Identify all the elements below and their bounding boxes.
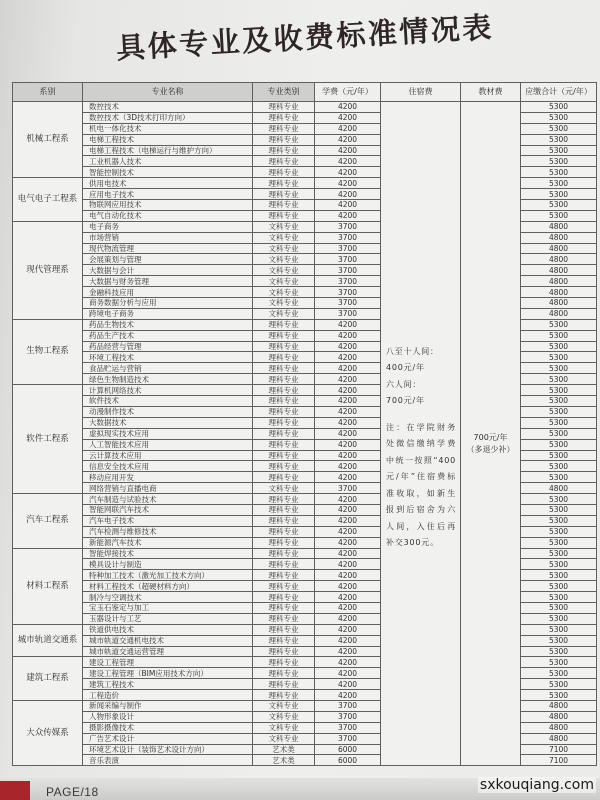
tuition-cell: 4200 bbox=[315, 570, 381, 581]
tuition-cell: 4200 bbox=[315, 581, 381, 592]
tuition-cell: 6000 bbox=[315, 744, 381, 755]
total-fee-cell: 5300 bbox=[521, 472, 597, 483]
tuition-cell: 4200 bbox=[315, 145, 381, 156]
major-category-cell: 文科专业 bbox=[253, 221, 315, 232]
header-textbook-fee: 教材费 bbox=[461, 83, 521, 102]
major-category-cell: 理科专业 bbox=[253, 450, 315, 461]
total-fee-cell: 7100 bbox=[521, 744, 597, 755]
department-cell: 机械工程系 bbox=[13, 102, 83, 178]
total-fee-cell: 5300 bbox=[521, 417, 597, 428]
tuition-cell: 4200 bbox=[315, 494, 381, 505]
major-name-cell: 汽车制造与试验技术 bbox=[83, 494, 253, 505]
tuition-cell: 4200 bbox=[315, 385, 381, 396]
major-category-cell: 理科专业 bbox=[253, 189, 315, 200]
total-fee-cell: 5300 bbox=[521, 178, 597, 189]
major-category-cell: 理科专业 bbox=[253, 515, 315, 526]
major-name-cell: 虚拟现实技术应用 bbox=[83, 428, 253, 439]
major-name-cell: 环境工程技术 bbox=[83, 352, 253, 363]
tuition-cell: 3700 bbox=[315, 232, 381, 243]
total-fee-cell: 4800 bbox=[521, 308, 597, 319]
tuition-cell: 4200 bbox=[315, 461, 381, 472]
total-fee-cell: 5300 bbox=[521, 548, 597, 559]
tuition-cell: 4200 bbox=[315, 679, 381, 690]
total-fee-cell: 5300 bbox=[521, 406, 597, 417]
major-category-cell: 理科专业 bbox=[253, 526, 315, 537]
textbook-fee-cell bbox=[461, 102, 521, 766]
tuition-cell: 6000 bbox=[315, 755, 381, 766]
table-header-row bbox=[13, 83, 597, 102]
tuition-cell: 4200 bbox=[315, 657, 381, 668]
major-name-cell: 药品生产技术 bbox=[83, 330, 253, 341]
total-fee-cell: 5300 bbox=[521, 494, 597, 505]
total-fee-cell: 7100 bbox=[521, 755, 597, 766]
total-fee-cell: 5300 bbox=[521, 341, 597, 352]
total-fee-cell: 4800 bbox=[521, 287, 597, 298]
major-name-cell: 计算机网络技术 bbox=[83, 385, 253, 396]
total-fee-cell: 5300 bbox=[521, 102, 597, 113]
major-category-cell: 理科专业 bbox=[253, 439, 315, 450]
major-category-cell: 理科专业 bbox=[253, 406, 315, 417]
major-category-cell: 文科专业 bbox=[253, 287, 315, 298]
major-category-cell: 理科专业 bbox=[253, 374, 315, 385]
major-category-cell: 艺术类 bbox=[253, 744, 315, 755]
major-category-cell: 理科专业 bbox=[253, 167, 315, 178]
total-fee-cell: 5300 bbox=[521, 428, 597, 439]
major-category-cell: 理科专业 bbox=[253, 613, 315, 624]
total-fee-cell: 4800 bbox=[521, 298, 597, 309]
major-name-cell: 新能源汽车技术 bbox=[83, 537, 253, 548]
major-name-cell: 电梯工程技术（电梯运行与维护方向） bbox=[83, 145, 253, 156]
total-fee-cell: 5300 bbox=[521, 112, 597, 123]
total-fee-cell: 5300 bbox=[521, 134, 597, 145]
tuition-cell: 4200 bbox=[315, 102, 381, 113]
total-fee-cell: 5300 bbox=[521, 396, 597, 407]
total-fee-cell: 4800 bbox=[521, 722, 597, 733]
tuition-cell: 4200 bbox=[315, 123, 381, 134]
major-category-cell: 文科专业 bbox=[253, 232, 315, 243]
major-name-cell: 云计算技术应用 bbox=[83, 450, 253, 461]
total-fee-cell: 4800 bbox=[521, 483, 597, 494]
total-fee-cell: 5300 bbox=[521, 690, 597, 701]
tuition-cell: 4200 bbox=[315, 417, 381, 428]
total-fee-cell: 5300 bbox=[521, 537, 597, 548]
major-category-cell: 文科专业 bbox=[253, 722, 315, 733]
major-name-cell: 金融科技应用 bbox=[83, 287, 253, 298]
total-fee-cell: 5300 bbox=[521, 167, 597, 178]
table-row bbox=[13, 102, 597, 113]
major-name-cell: 大数据技术 bbox=[83, 417, 253, 428]
major-category-cell: 文科专业 bbox=[253, 308, 315, 319]
major-name-cell: 大数据与会计 bbox=[83, 265, 253, 276]
major-name-cell: 城市轨道交通运营管理 bbox=[83, 646, 253, 657]
major-name-cell: 铁道供电技术 bbox=[83, 624, 253, 635]
major-name-cell: 绿色生物制造技术 bbox=[83, 374, 253, 385]
major-name-cell: 跨境电子商务 bbox=[83, 308, 253, 319]
tuition-cell: 4200 bbox=[315, 319, 381, 330]
site-watermark: sxkouqiang.com bbox=[479, 777, 594, 793]
department-cell: 汽车工程系 bbox=[13, 494, 83, 548]
total-fee-cell: 4800 bbox=[521, 243, 597, 254]
total-fee-cell: 5300 bbox=[521, 657, 597, 668]
major-name-cell: 动漫制作技术 bbox=[83, 406, 253, 417]
major-category-cell: 理科专业 bbox=[253, 461, 315, 472]
major-category-cell: 理科专业 bbox=[253, 602, 315, 613]
department-cell: 材料工程系 bbox=[13, 548, 83, 624]
major-name-cell: 现代物流管理 bbox=[83, 243, 253, 254]
major-category-cell: 文科专业 bbox=[253, 711, 315, 722]
total-fee-cell: 5300 bbox=[521, 210, 597, 221]
major-name-cell: 制冷与空调技术 bbox=[83, 592, 253, 603]
header-major-category: 专业类别 bbox=[253, 83, 315, 102]
tuition-cell: 3700 bbox=[315, 722, 381, 733]
major-category-cell: 理科专业 bbox=[253, 385, 315, 396]
tuition-cell: 3700 bbox=[315, 733, 381, 744]
tuition-cell: 4200 bbox=[315, 396, 381, 407]
page-number: PAGE/18 bbox=[46, 785, 99, 799]
major-category-cell: 理科专业 bbox=[253, 200, 315, 211]
accommodation-note: 注：在学院财务处微信缴纳学费中统一按照“400元/年”住宿费标准收取，如新生报到后宿舍为六人间，入住后再补交300元。 bbox=[386, 422, 456, 548]
major-category-cell: 理科专业 bbox=[253, 472, 315, 483]
textbook-fee-remark: （多退少补） bbox=[466, 444, 515, 454]
total-fee-cell: 5300 bbox=[521, 602, 597, 613]
major-name-cell: 玉器设计与工艺 bbox=[83, 613, 253, 624]
major-name-cell: 建设工程管理 bbox=[83, 657, 253, 668]
tuition-cell: 3700 bbox=[315, 221, 381, 232]
tuition-cell: 3700 bbox=[315, 254, 381, 265]
total-fee-cell: 4800 bbox=[521, 232, 597, 243]
major-category-cell: 理科专业 bbox=[253, 581, 315, 592]
header-department: 系别 bbox=[13, 83, 83, 102]
major-name-cell: 电气自动化技术 bbox=[83, 210, 253, 221]
major-category-cell: 理科专业 bbox=[253, 428, 315, 439]
major-category-cell: 理科专业 bbox=[253, 537, 315, 548]
tuition-cell: 3700 bbox=[315, 265, 381, 276]
major-name-cell: 摄影摄像技术 bbox=[83, 722, 253, 733]
major-name-cell: 食品贮运与营销 bbox=[83, 363, 253, 374]
major-name-cell: 软件技术 bbox=[83, 396, 253, 407]
total-fee-cell: 5300 bbox=[521, 450, 597, 461]
major-name-cell: 会展策划与管理 bbox=[83, 254, 253, 265]
tuition-cell: 4200 bbox=[315, 200, 381, 211]
major-category-cell: 理科专业 bbox=[253, 134, 315, 145]
major-name-cell: 数控技术（3D技术打印方向） bbox=[83, 112, 253, 123]
department-cell: 现代管理系 bbox=[13, 221, 83, 319]
total-fee-cell: 5300 bbox=[521, 526, 597, 537]
major-category-cell: 理科专业 bbox=[253, 319, 315, 330]
total-fee-cell: 5300 bbox=[521, 461, 597, 472]
major-category-cell: 理科专业 bbox=[253, 635, 315, 646]
major-name-cell: 电梯工程技术 bbox=[83, 134, 253, 145]
total-fee-cell: 5300 bbox=[521, 504, 597, 515]
fee-table bbox=[12, 82, 597, 766]
major-name-cell: 人物形象设计 bbox=[83, 711, 253, 722]
major-name-cell: 应用电子技术 bbox=[83, 189, 253, 200]
textbook-fee-amount: 700元/年 bbox=[473, 432, 508, 442]
major-name-cell: 汽车检测与维修技术 bbox=[83, 526, 253, 537]
major-category-cell: 理科专业 bbox=[253, 548, 315, 559]
tuition-cell: 4200 bbox=[315, 472, 381, 483]
major-category-cell: 文科专业 bbox=[253, 265, 315, 276]
tuition-cell: 4200 bbox=[315, 624, 381, 635]
tuition-cell: 4200 bbox=[315, 178, 381, 189]
total-fee-cell: 5300 bbox=[521, 592, 597, 603]
tuition-cell: 4200 bbox=[315, 526, 381, 537]
major-name-cell: 建设工程管理（BIM应用技术方向） bbox=[83, 668, 253, 679]
tuition-cell: 4200 bbox=[315, 537, 381, 548]
major-name-cell: 物联网应用技术 bbox=[83, 200, 253, 211]
total-fee-cell: 4800 bbox=[521, 276, 597, 287]
total-fee-cell: 4800 bbox=[521, 265, 597, 276]
major-name-cell: 药品生物技术 bbox=[83, 319, 253, 330]
tuition-cell: 4200 bbox=[315, 406, 381, 417]
major-name-cell: 环境艺术设计（装饰艺术设计方向） bbox=[83, 744, 253, 755]
total-fee-cell: 5300 bbox=[521, 363, 597, 374]
header-accommodation-fee: 住宿费 bbox=[381, 83, 461, 102]
major-name-cell: 智能控制技术 bbox=[83, 167, 253, 178]
major-category-cell: 文科专业 bbox=[253, 483, 315, 494]
tuition-cell: 4200 bbox=[315, 189, 381, 200]
header-total-fee: 应缴合计（元/年） bbox=[521, 83, 597, 102]
tuition-cell: 3700 bbox=[315, 711, 381, 722]
total-fee-cell: 4800 bbox=[521, 700, 597, 711]
major-name-cell: 工业机器人技术 bbox=[83, 156, 253, 167]
total-fee-cell: 5300 bbox=[521, 646, 597, 657]
fee-table-body bbox=[13, 102, 597, 766]
room-6-price: 700元/年 bbox=[386, 396, 425, 406]
major-name-cell: 工程造价 bbox=[83, 690, 253, 701]
major-category-cell: 文科专业 bbox=[253, 733, 315, 744]
major-category-cell: 理科专业 bbox=[253, 341, 315, 352]
major-category-cell: 理科专业 bbox=[253, 690, 315, 701]
total-fee-cell: 5300 bbox=[521, 624, 597, 635]
major-name-cell: 城市轨道交通机电技术 bbox=[83, 635, 253, 646]
total-fee-cell: 5300 bbox=[521, 581, 597, 592]
tuition-cell: 4200 bbox=[315, 690, 381, 701]
room-8-10-label: 八至十人间： bbox=[386, 346, 439, 356]
department-cell: 大众传媒系 bbox=[13, 700, 83, 765]
total-fee-cell: 5300 bbox=[521, 352, 597, 363]
major-name-cell: 网络营销与直播电商 bbox=[83, 483, 253, 494]
total-fee-cell: 5300 bbox=[521, 515, 597, 526]
tuition-cell: 3700 bbox=[315, 298, 381, 309]
major-category-cell: 理科专业 bbox=[253, 504, 315, 515]
tuition-cell: 4200 bbox=[315, 602, 381, 613]
tuition-cell: 4200 bbox=[315, 134, 381, 145]
header-tuition: 学费（元/年） bbox=[315, 83, 381, 102]
total-fee-cell: 4800 bbox=[521, 711, 597, 722]
total-fee-cell: 5300 bbox=[521, 200, 597, 211]
major-category-cell: 理科专业 bbox=[253, 145, 315, 156]
major-category-cell: 理科专业 bbox=[253, 570, 315, 581]
major-category-cell: 理科专业 bbox=[253, 123, 315, 134]
major-category-cell: 理科专业 bbox=[253, 679, 315, 690]
major-name-cell: 大数据与财务管理 bbox=[83, 276, 253, 287]
major-name-cell: 模具设计与制造 bbox=[83, 559, 253, 570]
total-fee-cell: 5300 bbox=[521, 385, 597, 396]
total-fee-cell: 4800 bbox=[521, 221, 597, 232]
major-category-cell: 理科专业 bbox=[253, 156, 315, 167]
total-fee-cell: 5300 bbox=[521, 635, 597, 646]
tuition-cell: 4200 bbox=[315, 374, 381, 385]
header-major-name: 专业名称 bbox=[83, 83, 253, 102]
major-name-cell: 人工智能技术应用 bbox=[83, 439, 253, 450]
major-name-cell: 移动应用开发 bbox=[83, 472, 253, 483]
total-fee-cell: 4800 bbox=[521, 733, 597, 744]
tuition-cell: 4200 bbox=[315, 548, 381, 559]
total-fee-cell: 5300 bbox=[521, 123, 597, 134]
major-name-cell: 商务数据分析与应用 bbox=[83, 298, 253, 309]
major-name-cell: 汽车电子技术 bbox=[83, 515, 253, 526]
tuition-cell: 4200 bbox=[315, 613, 381, 624]
room-8-10-price: 400元/年 bbox=[386, 363, 425, 373]
total-fee-cell: 5300 bbox=[521, 570, 597, 581]
tuition-cell: 4200 bbox=[315, 167, 381, 178]
major-category-cell: 文科专业 bbox=[253, 254, 315, 265]
total-fee-cell: 5300 bbox=[521, 145, 597, 156]
major-name-cell: 供用电技术 bbox=[83, 178, 253, 189]
major-name-cell: 电子商务 bbox=[83, 221, 253, 232]
total-fee-cell: 5300 bbox=[521, 679, 597, 690]
total-fee-cell: 5300 bbox=[521, 374, 597, 385]
department-cell: 电气电子工程系 bbox=[13, 178, 83, 222]
department-cell: 城市轨道交通系 bbox=[13, 624, 83, 657]
page-title: 具体专业及收费标准情况表 bbox=[115, 10, 495, 66]
major-category-cell: 文科专业 bbox=[253, 298, 315, 309]
tuition-cell: 4200 bbox=[315, 210, 381, 221]
major-category-cell: 理科专业 bbox=[253, 657, 315, 668]
tuition-cell: 4200 bbox=[315, 450, 381, 461]
major-category-cell: 理科专业 bbox=[253, 624, 315, 635]
major-category-cell: 理科专业 bbox=[253, 396, 315, 407]
major-category-cell: 理科专业 bbox=[253, 352, 315, 363]
major-category-cell: 理科专业 bbox=[253, 417, 315, 428]
major-name-cell: 宝玉石鉴定与加工 bbox=[83, 602, 253, 613]
tuition-cell: 4200 bbox=[315, 646, 381, 657]
major-category-cell: 艺术类 bbox=[253, 755, 315, 766]
tuition-cell: 4200 bbox=[315, 592, 381, 603]
tuition-cell: 4200 bbox=[315, 668, 381, 679]
tuition-cell: 4200 bbox=[315, 156, 381, 167]
major-name-cell: 新闻采编与制作 bbox=[83, 700, 253, 711]
major-name-cell: 智能网联汽车技术 bbox=[83, 504, 253, 515]
major-name-cell: 建筑工程技术 bbox=[83, 679, 253, 690]
department-cell: 生物工程系 bbox=[13, 319, 83, 384]
major-name-cell: 特种加工技术（激光加工技术方向） bbox=[83, 570, 253, 581]
major-category-cell: 理科专业 bbox=[253, 494, 315, 505]
tuition-cell: 3700 bbox=[315, 483, 381, 494]
department-cell: 建筑工程系 bbox=[13, 657, 83, 701]
tuition-cell: 4200 bbox=[315, 341, 381, 352]
major-name-cell: 市场营销 bbox=[83, 232, 253, 243]
total-fee-cell: 5300 bbox=[521, 668, 597, 679]
major-category-cell: 理科专业 bbox=[253, 330, 315, 341]
tuition-cell: 4200 bbox=[315, 428, 381, 439]
major-name-cell: 机电一体化技术 bbox=[83, 123, 253, 134]
major-category-cell: 理科专业 bbox=[253, 592, 315, 603]
major-name-cell: 数控技术 bbox=[83, 102, 253, 113]
tuition-cell: 4200 bbox=[315, 363, 381, 374]
total-fee-cell: 5300 bbox=[521, 189, 597, 200]
tuition-cell: 3700 bbox=[315, 700, 381, 711]
major-category-cell: 理科专业 bbox=[253, 112, 315, 123]
major-category-cell: 文科专业 bbox=[253, 243, 315, 254]
major-name-cell: 广告艺术设计 bbox=[83, 733, 253, 744]
major-name-cell: 药品经营与管理 bbox=[83, 341, 253, 352]
tuition-cell: 4200 bbox=[315, 559, 381, 570]
major-category-cell: 理科专业 bbox=[253, 559, 315, 570]
major-name-cell: 智能焊接技术 bbox=[83, 548, 253, 559]
major-category-cell: 理科专业 bbox=[253, 178, 315, 189]
total-fee-cell: 5300 bbox=[521, 156, 597, 167]
accommodation-fee-cell bbox=[381, 102, 461, 766]
room-6-label: 六人间： bbox=[386, 379, 422, 389]
tuition-cell: 3700 bbox=[315, 276, 381, 287]
tuition-cell: 4200 bbox=[315, 330, 381, 341]
total-fee-cell: 5300 bbox=[521, 559, 597, 570]
department-cell: 软件工程系 bbox=[13, 385, 83, 494]
major-name-cell: 信息安全技术应用 bbox=[83, 461, 253, 472]
tuition-cell: 4200 bbox=[315, 352, 381, 363]
major-category-cell: 理科专业 bbox=[253, 668, 315, 679]
major-category-cell: 理科专业 bbox=[253, 363, 315, 374]
major-category-cell: 理科专业 bbox=[253, 210, 315, 221]
total-fee-cell: 5300 bbox=[521, 319, 597, 330]
major-category-cell: 文科专业 bbox=[253, 700, 315, 711]
tuition-cell: 3700 bbox=[315, 308, 381, 319]
major-name-cell: 音乐表演 bbox=[83, 755, 253, 766]
major-category-cell: 理科专业 bbox=[253, 646, 315, 657]
tuition-cell: 4200 bbox=[315, 112, 381, 123]
total-fee-cell: 5300 bbox=[521, 613, 597, 624]
tuition-cell: 4200 bbox=[315, 515, 381, 526]
tuition-cell: 3700 bbox=[315, 243, 381, 254]
major-category-cell: 文科专业 bbox=[253, 276, 315, 287]
footer-accent-block bbox=[0, 781, 30, 800]
total-fee-cell: 4800 bbox=[521, 254, 597, 265]
tuition-cell: 4200 bbox=[315, 439, 381, 450]
total-fee-cell: 5300 bbox=[521, 439, 597, 450]
tuition-cell: 4200 bbox=[315, 635, 381, 646]
total-fee-cell: 5300 bbox=[521, 330, 597, 341]
major-category-cell: 理科专业 bbox=[253, 102, 315, 113]
tuition-cell: 3700 bbox=[315, 287, 381, 298]
tuition-cell: 4200 bbox=[315, 504, 381, 515]
major-name-cell: 材料工程技术（超硬材料方向） bbox=[83, 581, 253, 592]
